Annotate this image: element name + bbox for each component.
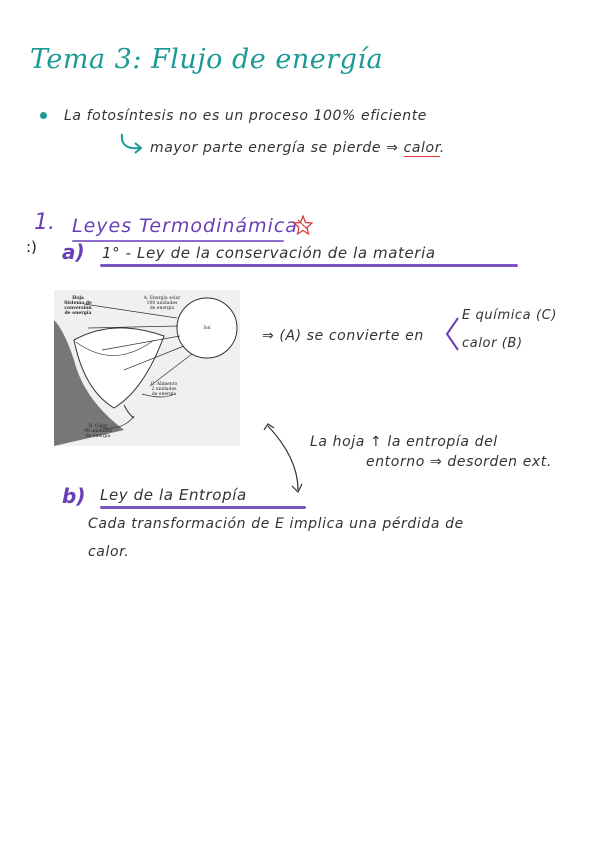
subsection-a-label: a) xyxy=(62,240,85,264)
section-number: 1. xyxy=(34,210,55,235)
figure-solar-label: A. Energía solar 100 unidades de energía xyxy=(143,296,181,311)
intro-word-calor: calor xyxy=(403,140,440,156)
figure-heat-label: B. Calor 98 unidades de energía xyxy=(84,424,112,439)
entropy-note-line2: entorno ⇒ desorden ext. xyxy=(366,454,552,470)
section-title: Leyes Termodinámica xyxy=(72,215,298,237)
star-icon xyxy=(292,214,314,236)
heat-energy-text: calor (B) xyxy=(462,336,523,351)
energy-flow-figure xyxy=(54,290,240,446)
smiley-text: :) xyxy=(26,238,37,256)
entropy-note-line1: La hoja ↑ la entropía del xyxy=(310,434,498,450)
figure-sun-label: Sol xyxy=(203,326,211,331)
conversion-text: ⇒ (A) se convierte en xyxy=(262,328,424,344)
intro-line2-suffix: . xyxy=(439,140,445,156)
second-law-underline xyxy=(100,506,306,509)
first-law-underline xyxy=(100,264,518,267)
double-arrow-icon xyxy=(258,418,308,498)
subsection-b-label: b) xyxy=(62,484,86,508)
entropy-body-line1: Cada transformación de E implica una pérdida de xyxy=(88,516,464,532)
brace-icon xyxy=(444,316,460,352)
chemical-energy-text: E química (C) xyxy=(462,308,557,323)
first-law-title: 1° - Ley de la conservación de la materia xyxy=(102,244,436,262)
intro-line2 xyxy=(150,140,445,156)
intro-line1: La fotosíntesis no es un proceso 100% eficiente xyxy=(64,108,428,124)
entropy-body-line2: calor. xyxy=(88,544,130,560)
intro-line2-prefix: mayor parte energía se pierde ⇒ xyxy=(150,140,399,156)
figure-leaf-label: Hoja Sistema de conversión de energía xyxy=(64,296,92,316)
curved-arrow-icon xyxy=(116,132,148,158)
figure-food-label: C. Alimento 2 unidades de energía xyxy=(150,382,178,397)
second-law-title: Ley de la Entropía xyxy=(100,486,247,504)
section-title-underline xyxy=(72,240,284,242)
bullet-dot xyxy=(40,112,47,119)
page-title: Tema 3: Flujo de energía xyxy=(30,44,384,75)
